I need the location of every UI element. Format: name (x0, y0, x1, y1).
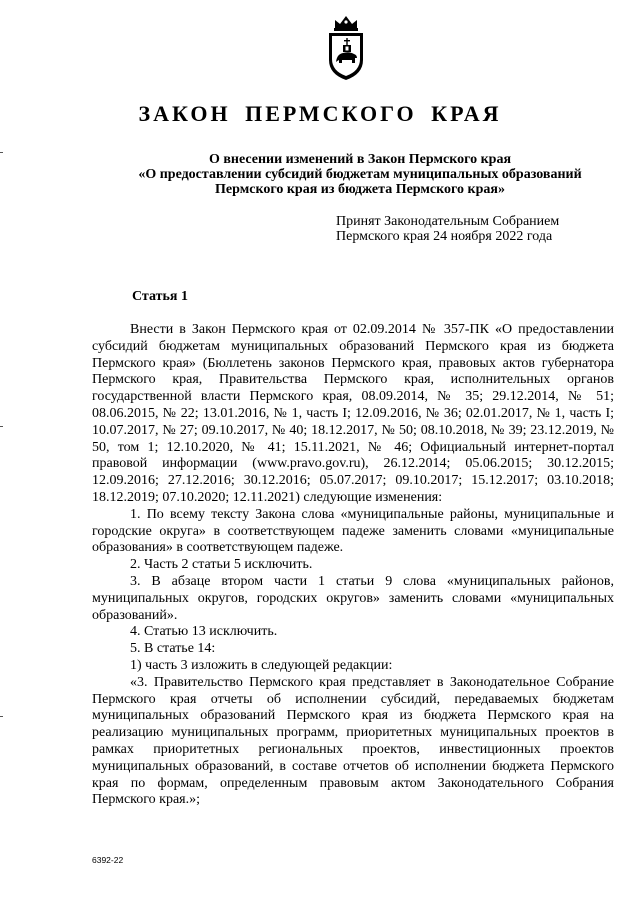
article-heading: Статья 1 (132, 289, 188, 304)
subtitle-line: «О предоставлении субсидий бюджетам муниципальных образований (138, 167, 582, 182)
adoption-note (336, 214, 559, 244)
document-title: ЗАКОН ПЕРМСКОГО КРАЯ (138, 101, 502, 126)
coat-of-arms-icon (321, 14, 371, 82)
scan-margin-mark (0, 716, 3, 717)
article-body (92, 322, 614, 809)
paragraph: 1. По всему тексту Закона слова «муниципальные районы, муниципальные и городские округа» в соответствующем падеже заменить словами «муниципальные образования» в соответствующем падеже. (92, 506, 614, 556)
paragraph: 2. Часть 2 статьи 5 исключить. (130, 557, 313, 573)
scan-margin-mark (0, 152, 3, 153)
paragraph: 1) часть 3 изложить в следующей редакции: (130, 657, 393, 673)
adoption-line: Принят Законодательным Собранием (336, 214, 560, 229)
adoption-line: Пермского края 24 ноября 2022 года (336, 229, 553, 244)
paragraph: 5. В статье 14: (130, 641, 216, 657)
subtitle-line: Пермского края из бюджета Пермского края» (215, 182, 505, 197)
document-number: 6392-22 (92, 855, 124, 865)
paragraph: Внести в Закон Пермского края от 02.09.2014 № 357-ПК «О предоставлении субсидий бюджетам муниципальных образований Пермского края из бюджета Пермского края» (Бюллетень законов Пермского края, правовых актов губернатора Пермского края, Правительства Пермского края, исполнительных органов государственной власти Пермского края, 08.09.2014, № 35; 29.12.2014, № 51; 08.06.2015, № 22; 13.01.2016, № 1, часть I; 12.09.2016, № 36; 02.01.2017, № 1, часть I; 10.07.2017, № 27; 09.10.2017, № 40; 18.12.2017, № 50; 08.10.2018, № 39; 23.12.2019, № 50, том 1; 12.10.2020, № 41; 15.11.2021, № 46; Официальный интернет-портал правовой информации (www.pravo.gov.ru), 26.12.2014; 05.06.2015; 30.12.2015; 12.09.2016; 27.12.2016; 30.12.2016; 05.07.2017; 09.10.2017; 15.12.2017; 03.10.2018; 18.12.2019; 07.10.2020; 12.11.2021) следующие изменения: (92, 322, 614, 505)
paragraph: 3. В абзаце втором части 1 статьи 9 слова «муниципальных районов, муниципальных округов, городских округов» заменить словами «муниципальных образований». (92, 573, 614, 623)
subtitle-line: О внесении изменений в Закон Пермского края (208, 152, 512, 167)
scan-margin-mark (0, 426, 3, 427)
paragraph: 4. Статью 13 исключить. (130, 624, 278, 640)
paragraph: «3. Правительство Пермского края представляет в Законодательное Собрание Пермского края отчеты об исполнении субсидий, передаваемых бюджетам муниципальных образований Пермского края из бюджета Пермского края на реализацию муниципальных программ, приоритетных муниципальных проектов в рамках приоритетных региональных проектов, инвестиционных проектов муниципальных образований, в составе отчетов об исполнении бюджета Пермского края по формам, определенным правовым актом Законодательного Собрания Пермского края.»; (92, 674, 614, 808)
law-subtitle (90, 152, 630, 197)
